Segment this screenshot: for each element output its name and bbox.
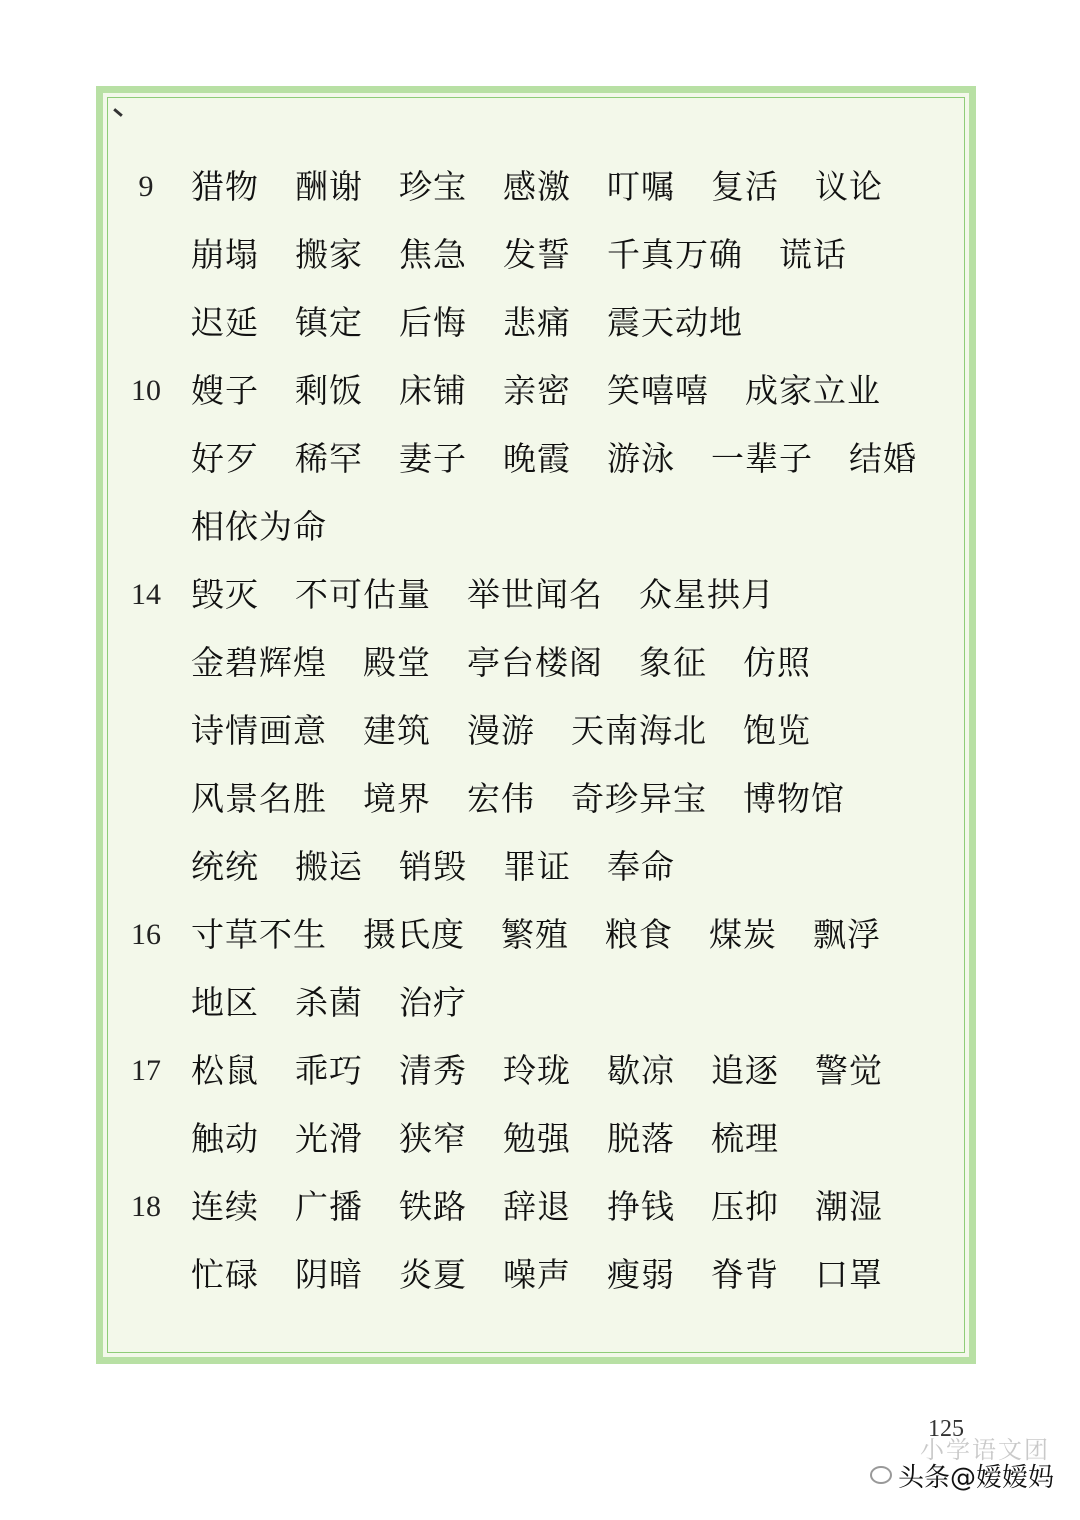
vocabulary-word: 结婚 [849, 439, 917, 478]
wechat-icon [870, 1466, 892, 1484]
watermark [870, 1450, 1054, 1500]
vocabulary-word: 风景名胜 [191, 779, 327, 818]
vocabulary-sections [103, 153, 969, 1309]
vocabulary-word: 酬谢 [295, 167, 363, 206]
vocabulary-word: 猎物 [191, 167, 259, 206]
vocabulary-word: 光滑 [295, 1119, 363, 1158]
lesson-number: 9 [138, 170, 154, 203]
vocabulary-word: 瘦弱 [607, 1255, 675, 1294]
vocabulary-word: 镇定 [295, 303, 363, 342]
lesson-number: 18 [131, 1190, 161, 1223]
vocabulary-frame [96, 86, 976, 1364]
vocabulary-word: 发誓 [503, 235, 571, 274]
word-list [191, 357, 971, 561]
vocabulary-word: 金碧辉煌 [191, 643, 327, 682]
vocabulary-word: 剩饭 [295, 371, 363, 410]
vocabulary-word: 亭台楼阁 [467, 643, 603, 682]
vocabulary-word: 繁殖 [501, 915, 569, 954]
vocabulary-word: 境界 [363, 779, 431, 818]
vocabulary-word: 千真万确 [607, 235, 743, 274]
vocabulary-word: 狭窄 [399, 1119, 467, 1158]
vocabulary-word: 乖巧 [295, 1051, 363, 1090]
vocabulary-word: 相依为命 [191, 507, 327, 546]
vocabulary-word: 嫂子 [191, 371, 259, 410]
vocabulary-word: 饱览 [743, 711, 811, 750]
vocabulary-word: 忙碌 [191, 1255, 259, 1294]
vocabulary-word: 崩塌 [191, 235, 259, 274]
lesson-number: 16 [131, 918, 161, 951]
vocabulary-word: 天南海北 [571, 711, 707, 750]
lesson-number: 17 [131, 1054, 161, 1087]
word-list [191, 1173, 971, 1309]
vocabulary-word: 好歹 [191, 439, 259, 478]
vocabulary-word: 罪证 [503, 847, 571, 886]
vocabulary-word: 众星拱月 [639, 575, 775, 614]
vocabulary-word: 噪声 [503, 1255, 571, 1294]
vocabulary-word: 珍宝 [399, 167, 467, 206]
vocabulary-word: 摄氏度 [363, 915, 465, 954]
vocabulary-word: 稀罕 [295, 439, 363, 478]
vocabulary-section-17 [103, 1037, 969, 1173]
watermark-faded-text: 小学语文团 [920, 1436, 1050, 1464]
vocabulary-word: 诗情画意 [191, 711, 327, 750]
vocabulary-word: 亲密 [503, 371, 571, 410]
vocabulary-word: 复活 [711, 167, 779, 206]
vocabulary-word: 不可估量 [295, 575, 431, 614]
vocabulary-word: 治疗 [399, 983, 467, 1022]
vocabulary-word: 脱落 [607, 1119, 675, 1158]
vocabulary-word: 地区 [191, 983, 259, 1022]
lesson-number: 10 [131, 374, 161, 407]
vocabulary-section-18 [103, 1173, 969, 1309]
vocabulary-word: 寸草不生 [191, 915, 327, 954]
vocabulary-word: 触动 [191, 1119, 259, 1158]
vocabulary-word: 象征 [639, 643, 707, 682]
vocabulary-word: 一辈子 [711, 439, 813, 478]
vocabulary-word: 杀菌 [295, 983, 363, 1022]
vocabulary-word: 搬家 [295, 235, 363, 274]
vocabulary-word: 炎夏 [399, 1255, 467, 1294]
word-list [191, 561, 971, 901]
vocabulary-section-9 [103, 153, 969, 357]
vocabulary-word: 叮嘱 [607, 167, 675, 206]
vocabulary-word: 销毁 [399, 847, 467, 886]
vocabulary-word: 仿照 [743, 643, 811, 682]
vocabulary-section-16 [103, 901, 969, 1037]
vocabulary-word: 奉命 [607, 847, 675, 886]
vocabulary-word: 感激 [503, 167, 571, 206]
word-list [191, 153, 971, 357]
lesson-number: 14 [131, 578, 161, 611]
word-list [191, 1037, 971, 1173]
vocabulary-word: 清秀 [399, 1051, 467, 1090]
vocabulary-section-10 [103, 357, 969, 561]
vocabulary-word: 悲痛 [503, 303, 571, 342]
vocabulary-section-14 [103, 561, 969, 901]
vocabulary-word: 挣钱 [607, 1187, 675, 1226]
vocabulary-word: 阴暗 [295, 1255, 363, 1294]
vocabulary-word: 宏伟 [467, 779, 535, 818]
vocabulary-word: 松鼠 [191, 1051, 259, 1090]
vocabulary-word: 举世闻名 [467, 575, 603, 614]
vocabulary-word: 晚霞 [503, 439, 571, 478]
vocabulary-word: 床铺 [399, 371, 467, 410]
vocabulary-word: 迟延 [191, 303, 259, 342]
vocabulary-word: 勉强 [503, 1119, 571, 1158]
vocabulary-word: 谎话 [779, 235, 847, 274]
vocabulary-word: 玲珑 [503, 1051, 571, 1090]
vocabulary-word: 震天动地 [607, 303, 743, 342]
vocabulary-word: 殿堂 [363, 643, 431, 682]
vocabulary-word: 焦急 [399, 235, 467, 274]
vocabulary-word: 口罩 [815, 1255, 883, 1294]
vocabulary-word: 妻子 [399, 439, 467, 478]
vocabulary-word: 议论 [815, 167, 883, 206]
vocabulary-word: 辞退 [503, 1187, 571, 1226]
vocabulary-word: 游泳 [607, 439, 675, 478]
watermark-text: 头条@嫒嫒妈 [898, 1462, 1055, 1493]
vocabulary-word: 广播 [295, 1187, 363, 1226]
page-number: 125 [928, 1416, 964, 1442]
vocabulary-word: 博物馆 [743, 779, 845, 818]
vocabulary-word: 奇珍异宝 [571, 779, 707, 818]
vocabulary-word: 搬运 [295, 847, 363, 886]
vocabulary-word: 警觉 [815, 1051, 883, 1090]
vocabulary-word: 脊背 [711, 1255, 779, 1294]
vocabulary-word: 煤炭 [709, 915, 777, 954]
vocabulary-word: 追逐 [711, 1051, 779, 1090]
vocabulary-word: 毁灭 [191, 575, 259, 614]
vocabulary-word: 压抑 [711, 1187, 779, 1226]
vocabulary-word: 统统 [191, 847, 259, 886]
vocabulary-word: 笑嘻嘻 [607, 371, 709, 410]
vocabulary-word: 成家立业 [745, 371, 881, 410]
vocabulary-word: 潮湿 [815, 1187, 883, 1226]
vocabulary-word: 铁路 [399, 1187, 467, 1226]
vocabulary-word: 梳理 [711, 1119, 779, 1158]
vocabulary-word: 歇凉 [607, 1051, 675, 1090]
corner-mark [113, 108, 123, 117]
vocabulary-word: 粮食 [605, 915, 673, 954]
vocabulary-word: 后悔 [399, 303, 467, 342]
word-list [191, 901, 971, 1037]
vocabulary-word: 漫游 [467, 711, 535, 750]
vocabulary-word: 连续 [191, 1187, 259, 1226]
vocabulary-word: 建筑 [363, 711, 431, 750]
vocabulary-word: 飘浮 [813, 915, 881, 954]
